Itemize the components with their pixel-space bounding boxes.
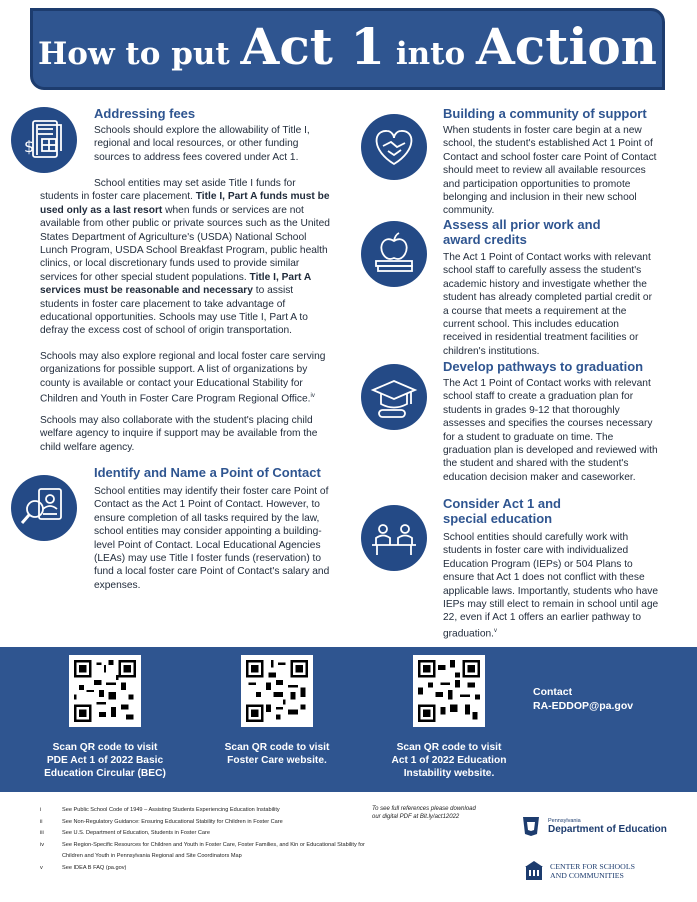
building-icon (524, 860, 544, 882)
consider-body (368, 531, 660, 641)
point-of-contact-heading: Identify and Name a Point of Contact (94, 465, 321, 480)
prior-work-body (368, 251, 660, 358)
qr-code-bec[interactable] (69, 655, 141, 727)
csc-logo-line1: CENTER FOR SCHOOLS (550, 862, 635, 871)
pathways-body (368, 377, 660, 484)
footnote-number: ii (40, 818, 43, 825)
pde-logo (520, 815, 667, 837)
qr-caption-instability-line2: Act 1 of 2022 Education (391, 755, 507, 766)
community-text: When students in foster care begin at a new school, the student's established Act 1 Point of Contact and school foster care Point of Contact should meet to review all available resources and participation opportunities to promote belonging and inclusion in their new school community. (443, 125, 657, 217)
fees-p1-b: Title I, Part A funds must be used only as a last resort (40, 191, 330, 216)
svg-text:$: $ (24, 137, 35, 156)
qr-caption-instability (384, 741, 514, 780)
consider-footnote: v (493, 627, 497, 634)
title-act: Act 1 (240, 17, 386, 76)
keystone-icon (520, 815, 542, 837)
pde-logo-small: Pennsylvania (548, 817, 581, 824)
footnote-item (40, 805, 370, 817)
references-note: To see full references please download our digital PDF at Bit.ly/act12022 (372, 806, 476, 820)
consider-heading (443, 496, 561, 526)
footnote-item (40, 840, 370, 863)
consider-text: School entities should carefully work with students in foster care with individualized Education Program (IEPs) or 504 Plans to ensure that Act 1 does not conflict with these applicable laws. Importantly, students who have IEPs may still elect to remain in school until age 22, even if Act 1 offers an earlier pathway to graduation. (443, 532, 659, 640)
pathways-text: The Act 1 Point of Contact works with relevant school staff to create a graduation plan for students in grades 9-12 that thoroughly assesses and specifies the courses necessary for a student to graduate on time. The graduation plan is developed and reviewed with the student and shared with the student's education decision maker and caseworker. (443, 378, 658, 483)
footnote-text: See Non-Regulatory Guidance: Ensuring Educational Stability for Children in Foster Care (62, 818, 283, 825)
prior-work-text: The Act 1 Point of Contact works with relevant school staff to carefully assess the student's academic history and investigate whether the student has already completed partial credit or a course that meets a requirement at the current school. This includes education received in residential treatment facilities or children's institutions. (443, 252, 652, 357)
title-into: into (385, 36, 476, 72)
fees-paragraph-2 (40, 350, 334, 406)
footnote-number: iii (40, 830, 44, 837)
qr-caption-bec-line2: PDE Act 1 of 2022 Basic (46, 755, 164, 766)
title-banner (30, 8, 665, 90)
pde-logo-text (548, 818, 667, 835)
footnote-number: i (40, 807, 42, 813)
fees-p1-a: School entities may set aside Title I funds for students in foster care placement. (40, 178, 296, 203)
footnote-item (40, 863, 370, 875)
community-body (368, 124, 660, 218)
footnotes (40, 805, 370, 875)
point-of-contact-text: School entities may identify their foster care Point of Contact as the Act 1 Point of Contact. However, to ensure completion of all tasks required by the law, school entities may consider appointing a building-level Point of Contact. Local Educational Agencies (LEAs) may use Title I foster funds (reservation) to fund a local foster care Point of Contact's salary and expenses. (94, 486, 330, 591)
footnote-text: See Region-Specific Resources for Children and Youth in Foster Care, Foster Families, and Kin or Educational Stability for Children and Youth in Pennsylvania Regional and Site Coordinators Map (62, 841, 365, 860)
fees-intro: Schools should explore the allowability of Title I, regional and local resources, or other funding sources to address fees covered under Act 1. (94, 125, 310, 163)
prior-work-heading (443, 217, 601, 247)
fees-paragraph-3: Schools may also collaborate with the student's placing child welfare agency to inquire if support may be available from the child welfare agency. (40, 415, 318, 453)
footnote-text: See IDEA B FAQ (pa.gov) (62, 864, 127, 871)
point-of-contact-body (40, 485, 334, 592)
page-title (38, 17, 657, 76)
qr-caption-instability-line3: Instability website. (403, 768, 495, 779)
contact-label: Contact (533, 686, 573, 698)
consider-heading-line2: special education (443, 511, 553, 526)
footnote-item (40, 828, 370, 840)
qr-caption-bec-line1: Scan QR code to visit (52, 742, 158, 753)
qr-caption-foster-care (212, 741, 342, 767)
prior-work-heading-line1: Assess all prior work and (443, 217, 601, 232)
consider-heading-line1: Consider Act 1 and (443, 496, 561, 511)
title-action: Action (475, 17, 658, 76)
csc-logo-line2: AND COMMUNITIES (550, 871, 624, 880)
footnote-number: iv (40, 841, 45, 848)
fees-p2-text: Schools may also explore regional and local foster care serving organizations for possible support. A list of organizations by county is available or contact your Educational Stability for Children and Youth in Foster Care Program Regional Office. (40, 351, 326, 405)
csc-logo (524, 860, 635, 882)
contact-block (533, 685, 633, 713)
qr-code-foster-care[interactable] (241, 655, 313, 727)
csc-logo-text (550, 862, 635, 880)
footnote-number: v (40, 864, 43, 871)
qr-caption-foster-line1: Scan QR code to visit (224, 742, 330, 753)
qr-caption-bec (40, 741, 170, 780)
fees-p1-c: when funds or services are not available from other public or private sources such as the United States Department of Agriculture's (USDA) National School Lunch Program, USDA School Breakfast Program, public health clinics, or local discretionary funds used to provide similar services for other special student populations. (40, 204, 330, 283)
footnote-item (40, 817, 370, 829)
contact-email-link[interactable]: RA-EDDOP@pa.gov (533, 700, 634, 712)
pathways-heading: Develop pathways to graduation (443, 359, 644, 374)
footnote-text: See U.S. Department of Education, Students in Foster Care (62, 830, 210, 837)
fees-heading: Addressing fees (94, 106, 196, 121)
community-heading: Building a community of support (443, 106, 647, 121)
footnote-text: See Public School Code of 1949 – Assisting Students Experiencing Education Instability (62, 807, 280, 813)
qr-caption-instability-line1: Scan QR code to visit (396, 742, 502, 753)
title-prefix: How to put (37, 36, 241, 72)
prior-work-heading-line2: award credits (443, 232, 527, 247)
qr-caption-foster-line2: Foster Care website. (227, 755, 327, 766)
qr-code-instability[interactable] (413, 655, 485, 727)
fees-p2-footnote: iv (310, 393, 315, 400)
receipt-dollar-icon (11, 107, 77, 173)
fees-paragraph-1 (40, 177, 334, 338)
fees-p1-d: Title I, Part A services must be reasonable and necessary (40, 271, 311, 297)
fees-p1-e: to assist students in foster care placement to take advantage of educational opportunities. Schools may use Title I, Part A to defray the excess cost of school of origin transportation. (40, 285, 308, 337)
qr-caption-bec-line3: Education Circular (BEC) (44, 768, 166, 779)
consider-text-wrap (368, 531, 660, 641)
pde-logo-large: Department of Education (548, 823, 667, 835)
